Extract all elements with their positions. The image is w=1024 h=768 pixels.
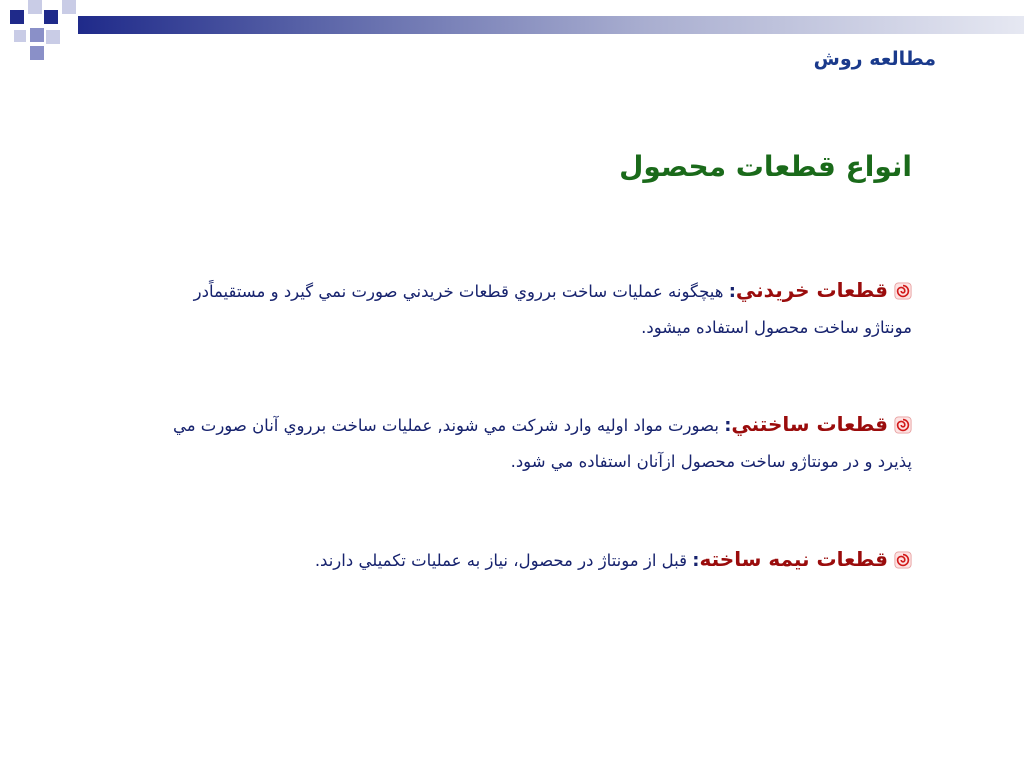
bullet-text: قبل از مونتاژ در محصول، نياز به عمليات تكميلي دارند. bbox=[314, 551, 693, 570]
corner-square-decoration bbox=[62, 0, 76, 14]
swirl-bullet-icon bbox=[894, 551, 912, 569]
corner-square-decoration bbox=[14, 30, 26, 42]
bullet-item-manufactured-parts bbox=[152, 406, 912, 480]
bullet-text: بصورت مواد اوليه وارد شركت مي شوند, عمليات ساخت برروي آنان صورت مي پذيرد و در مونتاژو ساخت محصول ازآنان استفاده مي شود. bbox=[172, 416, 912, 471]
header-title: مطالعه روش bbox=[813, 48, 936, 70]
corner-square-decoration bbox=[30, 46, 44, 60]
bullet-term: قطعات نيمه ساخته bbox=[699, 547, 888, 571]
bullet-term: قطعات ساختني bbox=[731, 412, 888, 436]
bullet-item-semi-finished-parts bbox=[152, 541, 912, 579]
slide-title: انواع قطعات محصول bbox=[619, 150, 912, 183]
swirl-bullet-icon bbox=[894, 282, 912, 300]
corner-square-decoration bbox=[46, 30, 60, 44]
bullet-colon: : bbox=[728, 281, 736, 302]
corner-square-decoration bbox=[30, 28, 44, 42]
bullet-item-purchased-parts bbox=[152, 272, 912, 346]
bullet-colon: : bbox=[692, 550, 700, 571]
bullet-colon: : bbox=[724, 415, 732, 436]
corner-square-decoration bbox=[44, 10, 58, 24]
bullet-text: هيچگونه عمليات ساخت برروي قطعات خريدني صورت نمي گيرد و مستقيماًدر مونتاژو ساخت محصول استفاده ميشود. bbox=[193, 282, 912, 337]
corner-square-decoration bbox=[28, 0, 42, 14]
header-gradient-band bbox=[78, 16, 1024, 34]
bullet-term: قطعات خريدني bbox=[735, 278, 888, 302]
swirl-bullet-icon bbox=[894, 416, 912, 434]
corner-square-decoration bbox=[10, 10, 24, 24]
